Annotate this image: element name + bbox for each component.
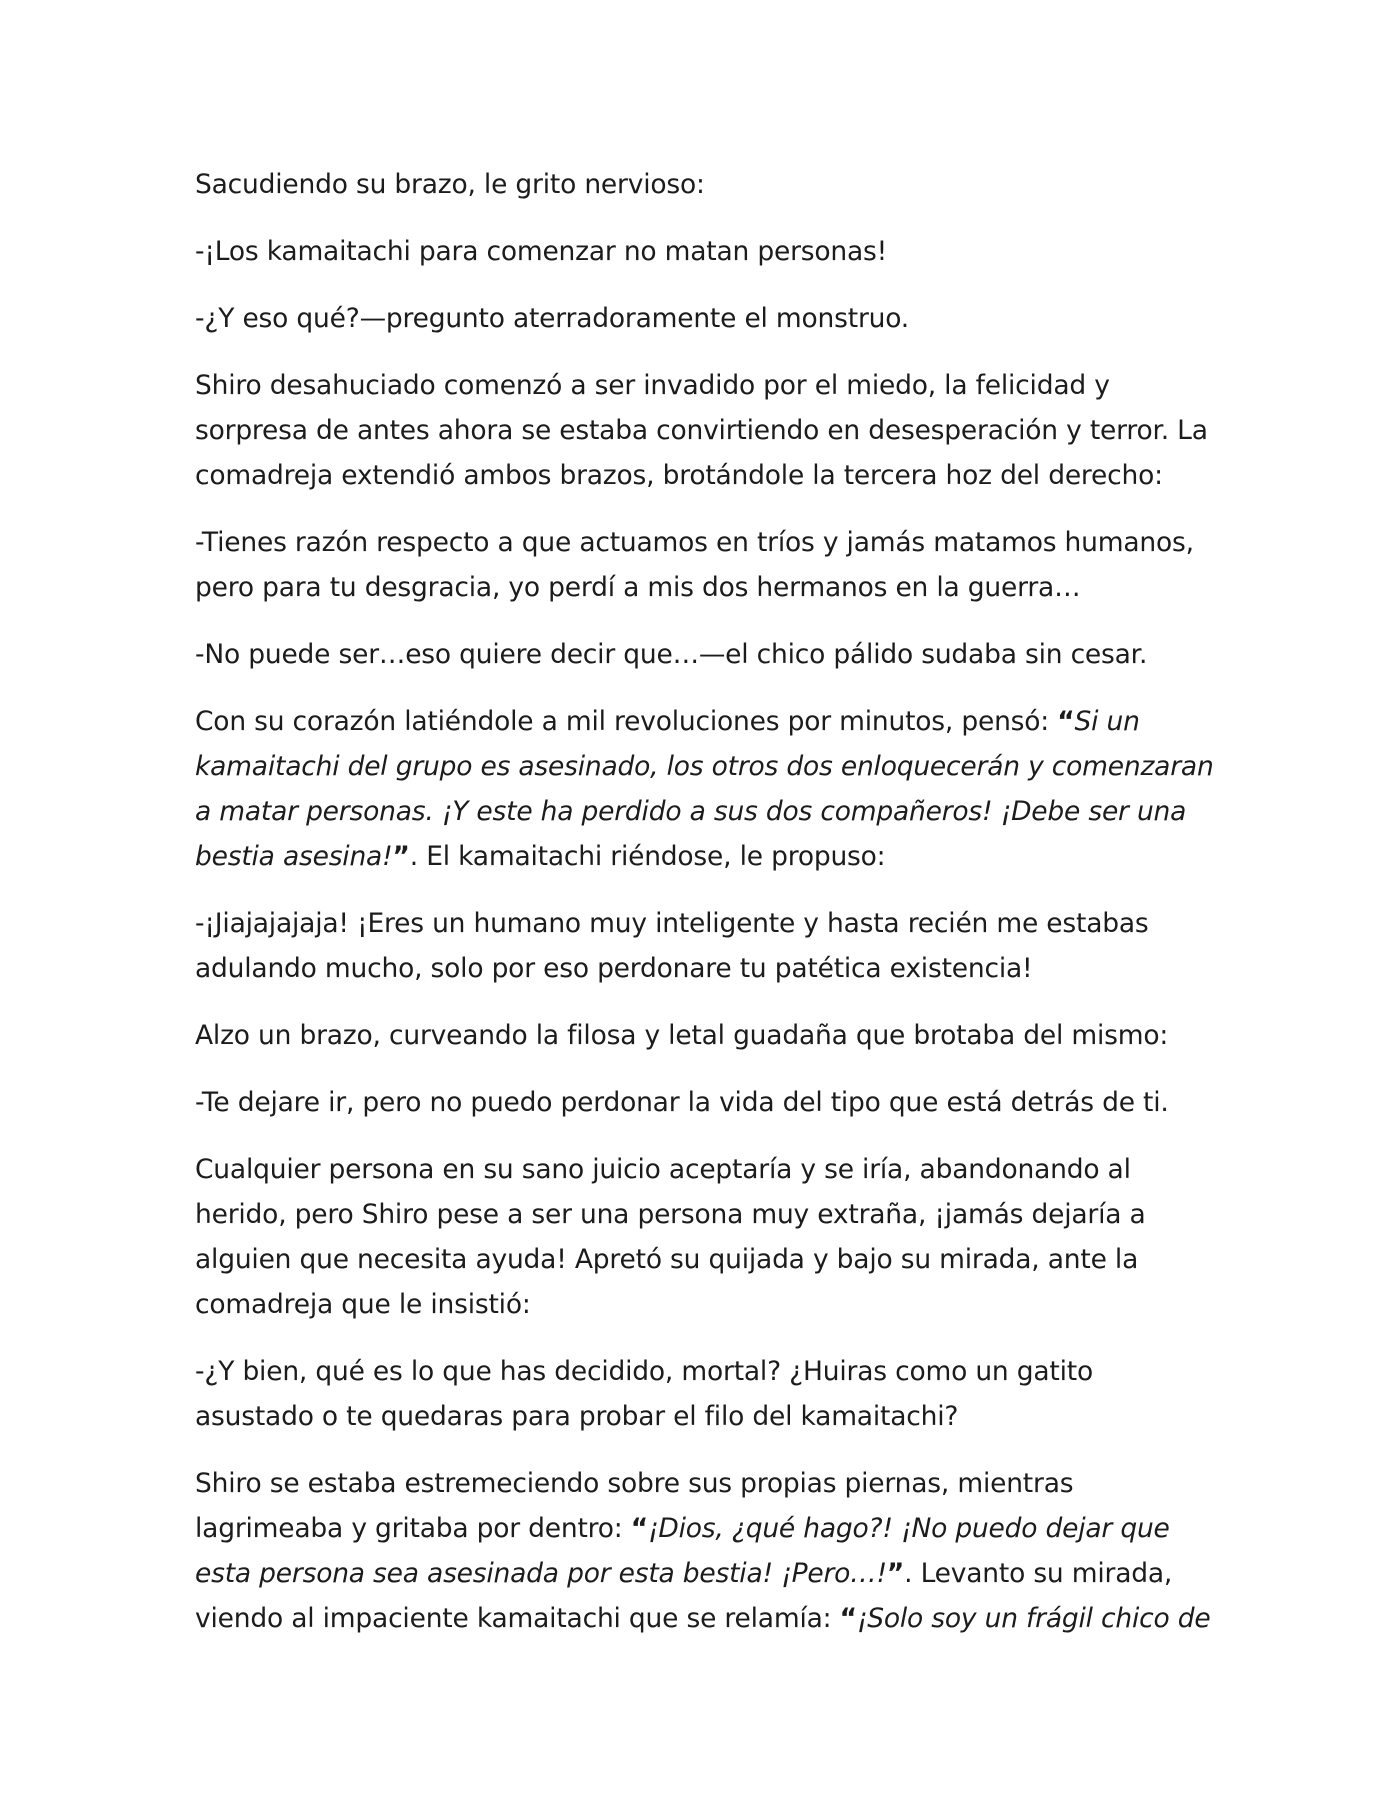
text-run: Shiro desahuciado comenzó a ser invadido por el miedo, la felicidad y — [195, 370, 1110, 401]
paragraph — [195, 1461, 1225, 1641]
text-line — [195, 632, 1225, 677]
text-line — [195, 1394, 1225, 1439]
text-line — [195, 1192, 1225, 1237]
paragraph — [195, 1013, 1225, 1058]
text-line — [195, 1013, 1225, 1058]
italic-text: ¡Dios, ¿qué hago?! ¡No puedo dejar que — [647, 1513, 1170, 1544]
paragraph — [195, 1080, 1225, 1125]
text-run: -¿Y bien, qué es lo que has decidido, mortal? ¿Huiras como un gatito — [195, 1356, 1093, 1387]
paragraph — [195, 632, 1225, 677]
paragraph — [195, 162, 1225, 207]
text-line — [195, 1461, 1225, 1506]
text-run: Alzo un brazo, curveando la filosa y letal guadaña que brotaba del mismo: — [195, 1020, 1169, 1051]
text-run: alguien que necesita ayuda! Apretó su quijada y bajo su mirada, ante la — [195, 1244, 1139, 1275]
text-run: Shiro se estaba estremeciendo sobre sus propias piernas, mientras — [195, 1468, 1074, 1499]
text-run: . El kamaitachi riéndose, le propuso: — [409, 841, 886, 872]
text-line — [195, 1506, 1225, 1551]
text-line — [195, 453, 1225, 498]
text-line — [195, 699, 1225, 744]
text-run: -¡Jiajajajaja! ¡Eres un humano muy inteligente y hasta recién me estabas — [195, 908, 1149, 939]
paragraph — [195, 229, 1225, 274]
text-run: Con su corazón latiéndole a mil revoluciones por minutos, pensó: — [195, 706, 1058, 737]
text-line — [195, 1282, 1225, 1327]
text-run: -Te dejare ir, pero no puedo perdonar la vida del tipo que está detrás de ti. — [195, 1087, 1169, 1118]
text-line — [195, 1147, 1225, 1192]
text-line — [195, 946, 1225, 991]
italic-text: a matar personas. ¡Y este ha perdido a sus dos compañeros! ¡Debe ser una — [195, 796, 1187, 827]
quote-mark: “ — [839, 1603, 857, 1634]
text-run: pero para tu desgracia, yo perdí a mis dos hermanos en la guerra… — [195, 572, 1081, 603]
italic-text: Si un — [1074, 706, 1140, 737]
text-run: sorpresa de antes ahora se estaba convirtiendo en desesperación y terror. La — [195, 415, 1208, 446]
text-line — [195, 1349, 1225, 1394]
text-line — [195, 744, 1225, 789]
text-line — [195, 789, 1225, 834]
document-page — [195, 162, 1225, 1663]
text-run: -Tienes razón respecto a que actuamos en tríos y jamás matamos humanos, — [195, 527, 1194, 558]
paragraph — [195, 520, 1225, 610]
italic-text: bestia asesina! — [195, 841, 393, 872]
text-run: -¿Y eso qué?—pregunto aterradoramente el monstruo. — [195, 303, 910, 334]
text-run: comadreja extendió ambos brazos, brotándole la tercera hoz del derecho: — [195, 460, 1163, 491]
paragraph — [195, 1147, 1225, 1327]
paragraph — [195, 699, 1225, 879]
text-line — [195, 162, 1225, 207]
text-line — [195, 363, 1225, 408]
text-run: comadreja que le insistió: — [195, 1289, 531, 1320]
text-run: . Levanto su mirada, — [904, 1558, 1173, 1589]
text-line — [195, 1551, 1225, 1596]
text-line — [195, 296, 1225, 341]
text-run: herido, pero Shiro pese a ser una persona muy extraña, ¡jamás dejaría a — [195, 1199, 1146, 1230]
text-line — [195, 1080, 1225, 1125]
text-line — [195, 1237, 1225, 1282]
paragraph — [195, 1349, 1225, 1439]
text-run: -¡Los kamaitachi para comenzar no matan personas! — [195, 236, 888, 267]
text-run: Cualquier persona en su sano juicio aceptaría y se iría, abandonando al — [195, 1154, 1131, 1185]
paragraph — [195, 363, 1225, 498]
text-run: viendo al impaciente kamaitachi que se relamía: — [195, 1603, 840, 1634]
quote-mark: ” — [886, 1558, 905, 1589]
italic-text: kamaitachi del grupo es asesinado, los otros dos enloquecerán y comenzaran — [195, 751, 1214, 782]
quote-mark: “ — [630, 1513, 648, 1544]
text-line — [195, 1596, 1225, 1641]
paragraph — [195, 901, 1225, 991]
text-line — [195, 901, 1225, 946]
text-line — [195, 229, 1225, 274]
text-run: -No puede ser…eso quiere decir que…—el chico pálido sudaba sin cesar. — [195, 639, 1148, 670]
text-line — [195, 520, 1225, 565]
quote-mark: ” — [392, 841, 410, 872]
paragraph — [195, 296, 1225, 341]
quote-mark: “ — [1057, 706, 1075, 737]
text-run: lagrimeaba y gritaba por dentro: — [195, 1513, 631, 1544]
text-run: adulando mucho, solo por eso perdonare tu patética existencia! — [195, 953, 1033, 984]
text-line — [195, 565, 1225, 610]
text-run: asustado o te quedaras para probar el filo del kamaitachi? — [195, 1401, 959, 1432]
text-line — [195, 834, 1225, 879]
text-line — [195, 408, 1225, 453]
italic-text: esta persona sea asesinada por esta bestia! ¡Pero…! — [195, 1558, 887, 1589]
text-run: Sacudiendo su brazo, le grito nervioso: — [195, 169, 705, 200]
italic-text: ¡Solo soy un frágil chico de — [856, 1603, 1211, 1634]
